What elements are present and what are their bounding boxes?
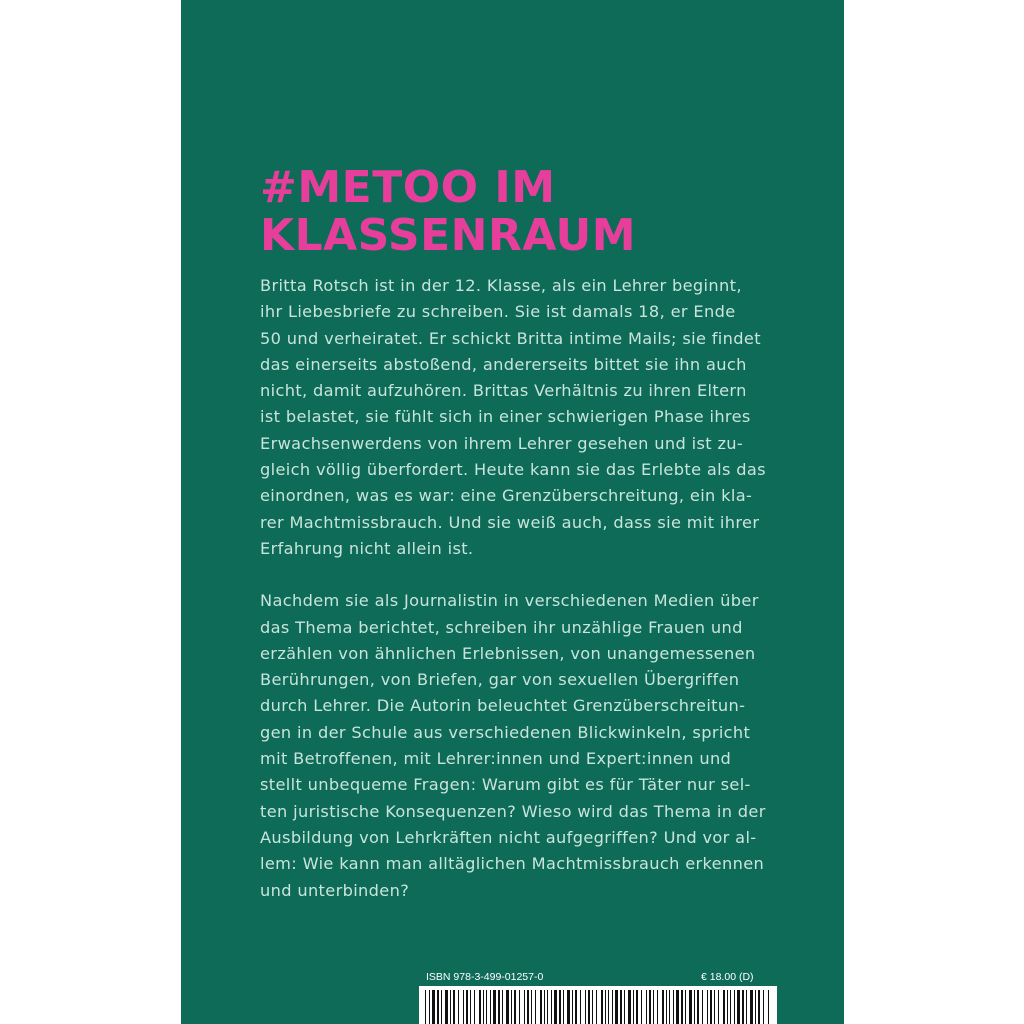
barcode-bar bbox=[685, 990, 686, 1024]
barcode-bar bbox=[601, 990, 603, 1024]
barcode-bar bbox=[470, 990, 471, 1024]
blurb bbox=[260, 273, 780, 904]
barcode-bar bbox=[474, 990, 475, 1024]
barcode-bar bbox=[559, 990, 561, 1024]
barcode-bar bbox=[527, 990, 529, 1024]
barcode-bar bbox=[458, 990, 459, 1024]
blurb-line: Ausbildung von Lehrkräften nicht aufgegriffen? Und vor al- bbox=[260, 827, 757, 847]
blurb-line: lem: Wie kann man alltäglichen Machtmissbrauch erkennen bbox=[260, 854, 765, 874]
book-back-cover bbox=[181, 0, 844, 1024]
barcode-bar bbox=[673, 990, 674, 1024]
barcode-bar bbox=[450, 990, 451, 1024]
blurb-line: Britta Rotsch ist in der 12. Klasse, als ein Lehrer beginnt, bbox=[260, 276, 742, 295]
barcode-bar bbox=[437, 990, 439, 1024]
barcode-bar bbox=[498, 990, 500, 1024]
barcode-bar bbox=[669, 990, 670, 1024]
blurb-line: gen in der Schule aus verschiedenen Blickwinkeln, spricht bbox=[260, 722, 751, 742]
barcode-bar bbox=[763, 990, 764, 1024]
barcode-bar bbox=[524, 990, 525, 1024]
barcode-bar bbox=[768, 990, 769, 1024]
barcode-bar bbox=[540, 990, 542, 1024]
barcode-bar bbox=[676, 990, 679, 1024]
barcode-bar bbox=[718, 990, 719, 1024]
title-line: #METOO IM bbox=[260, 162, 556, 213]
barcode-bar bbox=[493, 990, 496, 1024]
barcode-bar bbox=[653, 990, 654, 1024]
barcode-bar bbox=[567, 990, 570, 1024]
barcode-bar bbox=[633, 990, 634, 1024]
blurb-line: durch Lehrer. Die Autorin beleuchtet Grenzüberschreitun- bbox=[260, 696, 746, 716]
barcode-bar bbox=[486, 990, 487, 1024]
barcode-bar bbox=[694, 990, 695, 1024]
barcode-bar bbox=[425, 990, 426, 1024]
barcode-bar bbox=[463, 990, 464, 1024]
barcode-bar bbox=[544, 990, 545, 1024]
barcode-bar bbox=[466, 990, 468, 1024]
barcode-bar bbox=[723, 990, 725, 1024]
barcode-bar bbox=[445, 990, 448, 1024]
barcode-bar bbox=[697, 990, 699, 1024]
barcode-bar bbox=[572, 990, 573, 1024]
barcode-bar bbox=[441, 990, 442, 1024]
barcode-bar bbox=[519, 990, 520, 1024]
barcode-bar bbox=[453, 990, 455, 1024]
barcode-bar bbox=[585, 990, 586, 1024]
barcode-bar bbox=[666, 990, 667, 1024]
blurb-line: rer Machtmissbrauch. Und sie weiß auch, dass sie mit ihrer bbox=[260, 512, 760, 532]
barcode-bar bbox=[605, 990, 606, 1024]
barcode-bar bbox=[714, 990, 715, 1024]
price-label: € 18.00 (D) bbox=[701, 971, 754, 983]
barcode-bar bbox=[479, 990, 481, 1024]
barcode-bar bbox=[547, 990, 548, 1024]
barcode-bar bbox=[592, 990, 593, 1024]
blurb-line: ten juristische Konsequenzen? Wieso wird das Thema in der bbox=[260, 801, 766, 821]
barcode-bar bbox=[707, 990, 708, 1024]
barcode-bar bbox=[588, 990, 590, 1024]
barcode-bar bbox=[531, 990, 532, 1024]
barcode-bar bbox=[615, 990, 618, 1024]
barcode-bar bbox=[575, 990, 577, 1024]
barcode-bar bbox=[506, 990, 509, 1024]
barcode-bar bbox=[746, 990, 747, 1024]
blurb-line: mit Betroffenen, mit Lehrer:innen und Expert:innen und bbox=[260, 749, 732, 769]
blurb-line: das Thema berichtet, schreiben ihr unzählige Frauen und bbox=[260, 617, 743, 637]
blurb-line: einordnen, was es war: eine Grenzüberschreitung, ein kla- bbox=[260, 486, 753, 506]
barcode-bar bbox=[649, 990, 651, 1024]
barcode-bar bbox=[646, 990, 647, 1024]
blurb-paragraph-2 bbox=[260, 588, 780, 904]
barcode-bar bbox=[730, 990, 731, 1024]
cover-title bbox=[260, 164, 636, 260]
isbn-number: ISBN 978-3-499-01257-0 bbox=[426, 971, 544, 983]
blurb-line: nicht, damit aufzuhören. Brittas Verhältnis zu ihren Eltern bbox=[260, 381, 747, 401]
barcode-bar bbox=[750, 990, 753, 1024]
blurb-line: gleich völlig überfordert. Heute kann sie das Erlebte als das bbox=[260, 460, 766, 480]
barcode-bar bbox=[758, 990, 760, 1024]
barcode-bar bbox=[657, 990, 658, 1024]
blurb-line: Erfahrung nicht allein ist. bbox=[260, 538, 474, 558]
blurb-line: Nachdem sie als Journalistin in verschiedenen Medien über bbox=[260, 591, 759, 611]
title-line: KLASSENRAUM bbox=[260, 210, 637, 261]
barcode-bar bbox=[535, 990, 536, 1024]
barcode-bar bbox=[620, 990, 622, 1024]
barcode-bar bbox=[742, 990, 744, 1024]
barcode-bar bbox=[608, 990, 609, 1024]
barcode-bar bbox=[727, 990, 728, 1024]
barcode-bar bbox=[737, 990, 740, 1024]
barcode-bar bbox=[490, 990, 491, 1024]
blurb-line: 50 und verheiratet. Er schickt Britta intime Mails; sie findet bbox=[260, 328, 761, 348]
barcode-bar bbox=[681, 990, 683, 1024]
barcode-bar bbox=[710, 990, 712, 1024]
barcode-bar bbox=[432, 990, 435, 1024]
blurb-line: stellt unbequeme Fragen: Warum gibt es für Täter nur sel- bbox=[260, 775, 751, 795]
barcode-bar bbox=[702, 990, 703, 1024]
blurb-line: Erwachsenwerdens von ihrem Lehrer gesehen und ist zu- bbox=[260, 433, 744, 453]
barcode-bar bbox=[554, 990, 557, 1024]
blurb-line: und unterbinden? bbox=[260, 880, 410, 900]
barcode-bar bbox=[628, 990, 631, 1024]
barcode-bar bbox=[502, 990, 503, 1024]
barcode-bar bbox=[662, 990, 664, 1024]
blurb-line: das einerseits abstoßend, andererseits bittet sie ihn auch bbox=[260, 354, 747, 374]
blurb-line: erzählen von ähnlichen Erlebnissen, von unangemessenen bbox=[260, 643, 756, 663]
barcode-area bbox=[419, 986, 777, 1024]
barcode-icon bbox=[425, 990, 771, 1024]
barcode-bar bbox=[483, 990, 484, 1024]
barcode-bar bbox=[624, 990, 625, 1024]
barcode-bar bbox=[514, 990, 516, 1024]
barcode-bar bbox=[511, 990, 512, 1024]
barcode-bar bbox=[755, 990, 756, 1024]
barcode-bar bbox=[551, 990, 552, 1024]
blurb-line: ist belastet, sie fühlt sich in einer schwierigen Phase ihres bbox=[260, 407, 751, 427]
barcode-bar bbox=[580, 990, 581, 1024]
barcode-bar bbox=[429, 990, 430, 1024]
barcode-bar bbox=[612, 990, 613, 1024]
blurb-paragraph-1 bbox=[260, 273, 780, 562]
isbn-price-row bbox=[426, 969, 771, 985]
blurb-line: Berührungen, von Briefen, gar von sexuellen Übergriffen bbox=[260, 670, 740, 690]
barcode-bar bbox=[689, 990, 692, 1024]
barcode-bar bbox=[563, 990, 564, 1024]
barcode-bar bbox=[636, 990, 638, 1024]
barcode-bar bbox=[641, 990, 642, 1024]
barcode-bar bbox=[734, 990, 735, 1024]
blurb-line: ihr Liebesbriefe zu schreiben. Sie ist damals 18, er Ende bbox=[260, 302, 736, 322]
barcode-bar bbox=[596, 990, 597, 1024]
